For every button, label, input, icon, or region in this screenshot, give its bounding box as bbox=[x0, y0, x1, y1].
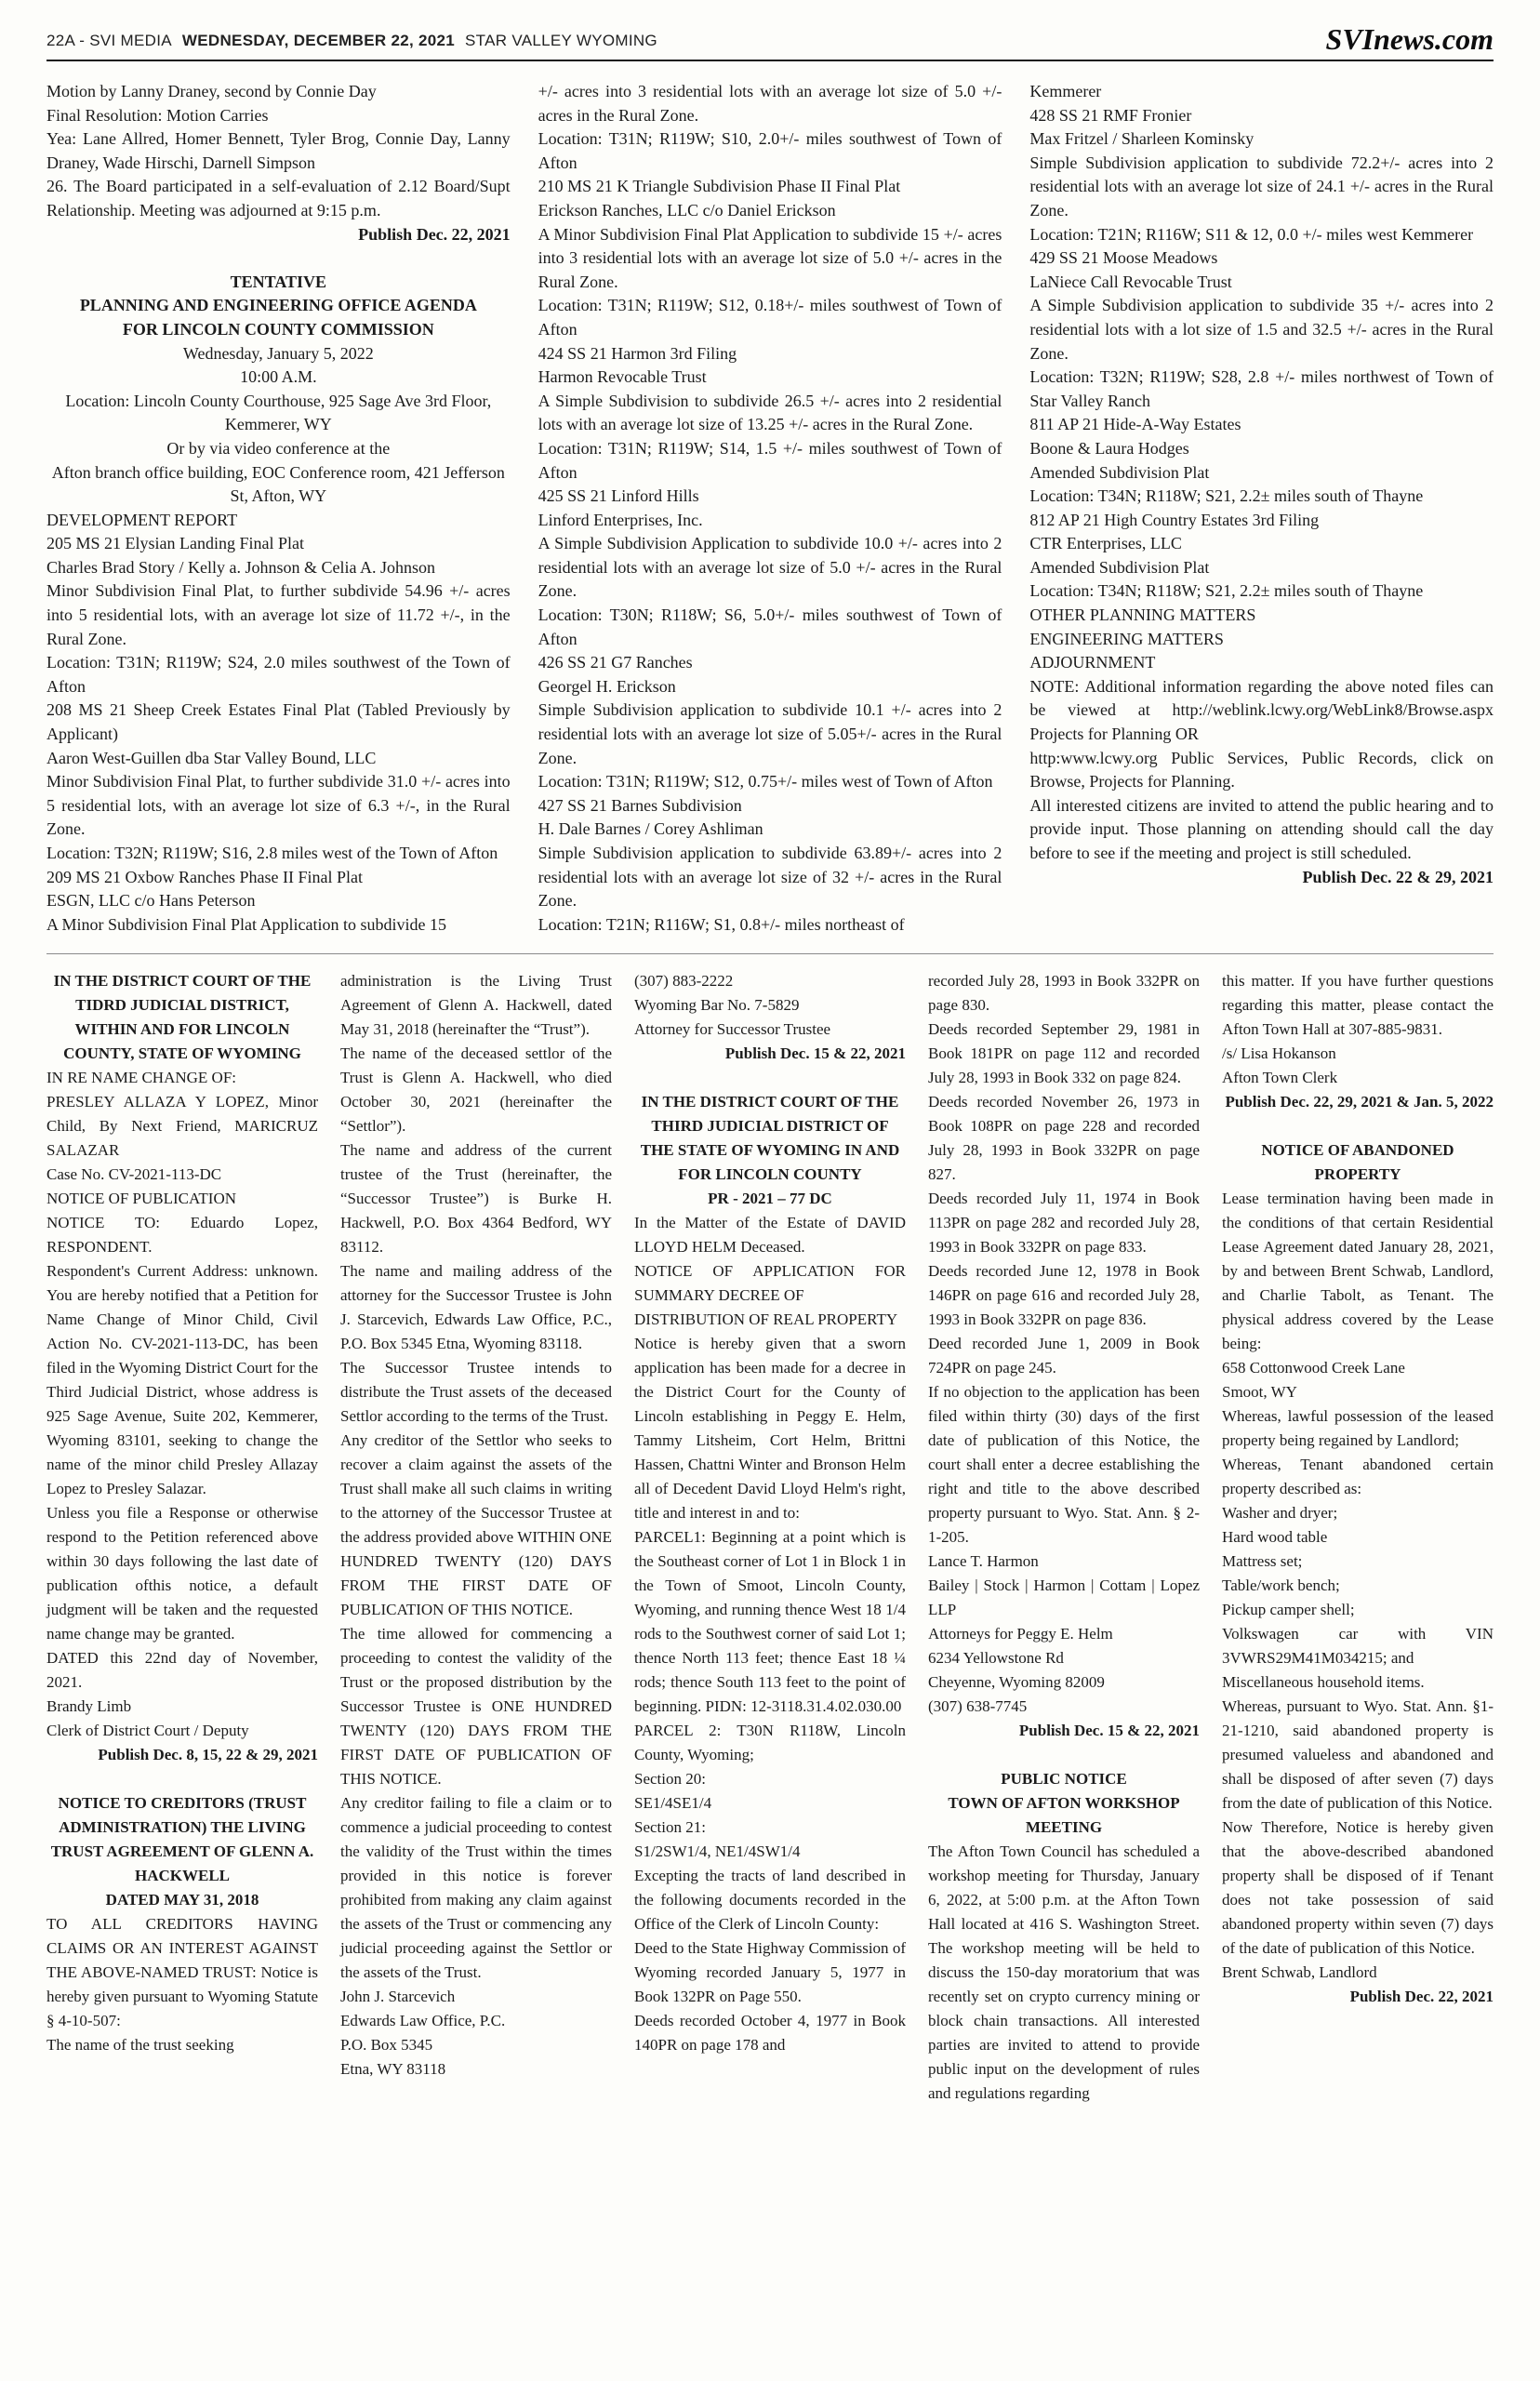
edition-date: WEDNESDAY, DECEMBER 22, 2021 bbox=[181, 32, 456, 49]
notice-paragraph: Location: T34N; R118W; S21, 2.2± miles south of Thayne bbox=[1029, 581, 1424, 601]
notice-paragraph: Lease termination having been made in the conditions of that certain Residential Lease Agreement dated January 28, 2021, by and between Brent Schwab, Landlord, and Charlie Tabolt, as Tenant. The physical address covered by the Lease being: bbox=[1222, 1190, 1494, 1353]
notice-paragraph: 209 MS 21 Oxbow Ranches Phase II Final Plat bbox=[46, 867, 363, 886]
notice-paragraph: The Successor Trustee intends to distribute the Trust assets of the deceased Settlor according to the terms of the Trust. bbox=[340, 1359, 612, 1426]
notice-column bbox=[928, 969, 1200, 2106]
notice-paragraph: John J. Starcevich bbox=[340, 1988, 456, 2006]
notice-paragraph: Bailey | Stock | Harmon | Cottam | Lopez LLP bbox=[928, 1576, 1200, 1619]
publish-line: Publish Dec. 22, 29, 2021 & Jan. 5, 2022 bbox=[1225, 1093, 1494, 1111]
notice-paragraph: If no objection to the application has been filed within thirty (30) days of the first date of publication of this Notice, the court shall enter a decree establishing the right and title to the above described property pursuant to Wyo. Stat. Ann. § 2-1-205. bbox=[928, 1383, 1200, 1547]
publish-line: Publish Dec. 15 & 22, 2021 bbox=[1018, 1722, 1200, 1740]
notice-paragraph: Simple Subdivision application to subdivide 72.2+/- acres into 2 residential lots with an average lot size of 24.1 +/- acres in the Rural Zone. bbox=[1029, 153, 1494, 219]
notice-paragraph: Miscellaneous household items. bbox=[1222, 1673, 1425, 1692]
notice-paragraph: http:www.lcwy.org Public Services, Public Records, click on Browse, Projects for Planning. bbox=[1029, 748, 1494, 791]
spacer bbox=[46, 246, 511, 271]
notice-paragraph: Location: T31N; R119W; S24, 2.0 miles southwest of the Town of Afton bbox=[46, 653, 511, 696]
notice-paragraph: NOTICE TO: Eduardo Lopez, RESPONDENT. bbox=[46, 1214, 318, 1257]
notice-paragraph: Any creditor failing to file a claim or to commence a judicial proceeding to contest the validity of the Trust within the times provided in this notice is forever prohibited from making any claim against the assets of the Trust or commencing any judicial proceeding against the Settlor or the assets of the Trust. bbox=[340, 1794, 612, 1982]
notice-paragraph: Charles Brad Story / Kelly a. Johnson & Celia A. Johnson bbox=[46, 557, 435, 577]
notice-paragraph: 210 MS 21 K Triangle Subdivision Phase II Final Plat bbox=[538, 177, 901, 196]
notice-paragraph: 424 SS 21 Harmon 3rd Filing bbox=[538, 343, 737, 363]
notice-paragraph: Location: T21N; R116W; S11 & 12, 0.0 +/- miles west Kemmerer bbox=[1029, 224, 1474, 244]
notice-paragraph: LaNiece Call Revocable Trust bbox=[1029, 272, 1232, 291]
notice-paragraph: Etna, WY 83118 bbox=[340, 2060, 446, 2079]
notice-paragraph: Washer and dryer; bbox=[1222, 1504, 1338, 1523]
notice-paragraph: 812 AP 21 High Country Estates 3rd Filing bbox=[1029, 510, 1320, 529]
notice-paragraph: The name and mailing address of the attorney for the Successor Trustee is John J. Starcevich, Edwards Law Office, P.C., P.O. Box 5345 Etna, Wyoming 83118. bbox=[340, 1262, 612, 1353]
notice-paragraph: A Simple Subdivision Application to subdivide 10.0 +/- acres into 2 residential lots with an average lot size of 5.0 +/- acres in the Rural Zone. bbox=[538, 534, 1002, 601]
notice-paragraph: Section 21: bbox=[634, 1818, 706, 1837]
notice-paragraph: DISTRIBUTION OF REAL PROPERTY bbox=[634, 1310, 898, 1329]
notice-subheading: Location: Lincoln County Courthouse, 925 Sage Ave 3rd Floor, Kemmerer, WY bbox=[65, 391, 492, 434]
notice-paragraph: Harmon Revocable Trust bbox=[538, 367, 707, 387]
notice-paragraph: Location: T31N; R119W; S14, 1.5 +/- miles southwest of Town of Afton bbox=[538, 438, 1002, 482]
notice-paragraph: NOTICE OF APPLICATION FOR SUMMARY DECREE OF bbox=[634, 1262, 906, 1305]
site-logo: SVInews.com bbox=[1325, 22, 1494, 56]
notice-paragraph: PARCEL 2: T30N R118W, Lincoln County, Wyoming; bbox=[634, 1722, 906, 1764]
notice-heading: IN THE DISTRICT COURT OF THE THIRD JUDICIAL DISTRICT OF THE STATE OF WYOMING IN AND FOR LINCOLN COUNTY bbox=[640, 1093, 900, 1184]
notice-paragraph: recorded July 28, 1993 in Book 332PR on page 830. bbox=[928, 972, 1200, 1015]
notice-paragraph: 428 SS 21 RMF Fronier bbox=[1029, 105, 1192, 125]
notice-paragraph: Now Therefore, Notice is hereby given that the above-described abandoned property shall be disposed of if Tenant does not take possession of said abandoned property within seven (7) days of the date of publication of this Notice. bbox=[1222, 1818, 1494, 1958]
notice-heading: NOTICE OF ABANDONED PROPERTY bbox=[1261, 1141, 1454, 1184]
notice-heading: PR - 2021 – 77 DC bbox=[708, 1190, 832, 1208]
notice-paragraph: Whereas, Tenant abandoned certain property described as: bbox=[1222, 1456, 1494, 1498]
notice-paragraph: Boone & Laura Hodges bbox=[1029, 438, 1189, 458]
notice-paragraph: 811 AP 21 Hide-A-Way Estates bbox=[1029, 415, 1241, 434]
notice-paragraph: Minor Subdivision Final Plat, to further subdivide 54.96 +/- acres into 5 residential lots, with an average lot size of 11.72 +/-, in the Rural Zone. bbox=[46, 581, 511, 648]
notice-paragraph: Edwards Law Office, P.C. bbox=[340, 2012, 506, 2030]
notice-paragraph: Whereas, lawful possession of the leased property being regained by Landlord; bbox=[1222, 1407, 1494, 1450]
notice-column bbox=[1222, 969, 1494, 2106]
notice-paragraph: Volkswagen car with VIN 3VWRS29M41M034215; and bbox=[1222, 1625, 1494, 1668]
notice-paragraph: Max Fritzel / Sharleen Kominsky bbox=[1029, 129, 1255, 149]
notice-paragraph: Section 20: bbox=[634, 1770, 706, 1789]
notice-paragraph: Brent Schwab, Landlord bbox=[1222, 1963, 1377, 1982]
notice-paragraph: 658 Cottonwood Creek Lane bbox=[1222, 1359, 1405, 1377]
notice-paragraph: Location: T31N; R119W; S12, 0.75+/- miles west of Town of Afton bbox=[538, 772, 993, 791]
notice-paragraph: DATED this 22nd day of November, 2021. bbox=[46, 1649, 318, 1692]
notice-paragraph: (307) 638-7745 bbox=[928, 1697, 1028, 1716]
notice-paragraph: Smoot, WY bbox=[1222, 1383, 1297, 1402]
notice-paragraph: IN RE NAME CHANGE OF: bbox=[46, 1069, 236, 1087]
notice-paragraph: Attorneys for Peggy E. Helm bbox=[928, 1625, 1113, 1643]
notice-paragraph: Brandy Limb bbox=[46, 1697, 132, 1716]
publish-line: Publish Dec. 22 & 29, 2021 bbox=[1302, 867, 1494, 886]
notice-paragraph: The Afton Town Council has scheduled a workshop meeting for Thursday, January 6, 2022, at 5:00 p.m. at the Afton Town Hall located at 416 S. Washington Street. The workshop meeting will be held to discuss the 150-day moratorium that was recently set on crypto currency mining or block chain transactions. All interested parties are invited to attend to provide public input on the development of rules and regulations regarding bbox=[928, 1842, 1200, 2103]
notice-paragraph: In the Matter of the Estate of DAVID LLOYD HELM Deceased. bbox=[634, 1214, 906, 1257]
folio-line bbox=[46, 32, 663, 54]
notice-paragraph: Pickup camper shell; bbox=[1222, 1601, 1355, 1619]
notice-column bbox=[538, 80, 1002, 937]
notice-heading: TOWN OF AFTON WORKSHOP MEETING bbox=[948, 1794, 1180, 1837]
notice-paragraph: A Minor Subdivision Final Plat Application to subdivide 15 +/- acres into 3 residential lots with an average lot size of 5.0 +/- acres in the Rural Zone. bbox=[538, 224, 1002, 291]
notice-paragraph: Deed to the State Highway Commission of Wyoming recorded January 5, 1977 in Book 132PR on Page 550. bbox=[634, 1939, 906, 2006]
notice-paragraph: Amended Subdivision Plat bbox=[1029, 462, 1210, 482]
notice-subheading: Afton branch office building, EOC Conference room, 421 Jefferson St, Afton, WY bbox=[51, 462, 505, 506]
notice-paragraph: Location: T31N; R119W; S12, 0.18+/- miles southwest of Town of Afton bbox=[538, 296, 1002, 339]
notice-subheading: 10:00 A.M. bbox=[240, 367, 317, 387]
notice-paragraph: Any creditor of the Settlor who seeks to recover a claim against the assets of the Trust shall make all such claims in writing to the attorney of the Successor Trustee at the address provided above WITHIN ONE HUNDRED TWENTY (120) DAYS FROM THE FIRST DATE OF PUBLICATION OF THIS NOTICE. bbox=[340, 1431, 612, 1619]
notice-paragraph: Clerk of District Court / Deputy bbox=[46, 1722, 249, 1740]
publish-line: Publish Dec. 15 & 22, 2021 bbox=[724, 1044, 906, 1063]
notice-paragraph: /s/ Lisa Hokanson bbox=[1222, 1044, 1336, 1063]
notice-paragraph: (307) 883-2222 bbox=[634, 972, 734, 991]
notice-column bbox=[340, 969, 612, 2106]
notice-heading: PLANNING AND ENGINEERING OFFICE AGENDA bbox=[79, 296, 477, 315]
notice-paragraph: H. Dale Barnes / Corey Ashliman bbox=[538, 819, 763, 839]
notice-paragraph: ADJOURNMENT bbox=[1029, 653, 1156, 672]
notice-paragraph: Wyoming Bar No. 7-5829 bbox=[634, 996, 800, 1015]
spacer bbox=[634, 1066, 906, 1090]
notice-paragraph: Simple Subdivision application to subdivide 63.89+/- acres into 2 residential lots with an average lot size of 32 +/- acres in the Rural Zone. bbox=[538, 844, 1002, 911]
notice-paragraph: Unless you file a Response or otherwise respond to the Petition referenced above within 30 days following the last date of publication ofthis notice, a default judgment will be taken and the requested name change may be granted. bbox=[46, 1504, 318, 1643]
notice-paragraph: Excepting the tracts of land described in the following documents recorded in the Office of the Clerk of Lincoln County: bbox=[634, 1867, 906, 1934]
notice-paragraph: The time allowed for commencing a proceeding to contest the validity of the Trust or the proposed distribution by the Successor Trustee is ONE HUNDRED TWENTY (120) DAYS FROM THE FIRST DATE OF PUBLICATION OF THIS NOTICE. bbox=[340, 1625, 612, 1789]
page-header bbox=[0, 0, 1540, 60]
notice-heading: WITHIN AND FOR LINCOLN COUNTY, STATE OF WYOMING bbox=[63, 1020, 301, 1063]
notice-paragraph: P.O. Box 5345 bbox=[340, 2036, 433, 2055]
notice-paragraph: Kemmerer bbox=[1029, 82, 1102, 100]
notice-paragraph: Deeds recorded July 11, 1974 in Book 113PR on page 282 and recorded July 28, 1993 in Book 332PR on page 833. bbox=[928, 1190, 1200, 1257]
notice-paragraph: Erickson Ranches, LLC c/o Daniel Erickson bbox=[538, 200, 836, 219]
notice-paragraph: S1/2SW1/4, NE1/4SW1/4 bbox=[634, 1842, 801, 1861]
notice-heading: NOTICE TO CREDITORS (TRUST ADMINISTRATION) THE LIVING TRUST AGREEMENT OF GLENN A. HACKWELL bbox=[50, 1794, 314, 1885]
notice-paragraph: Case No. CV-2021-113-DC bbox=[46, 1165, 222, 1184]
notice-paragraph: Deeds recorded September 29, 1981 in Book 181PR on page 112 and recorded July 28, 1993 in Book 332 on page 824. bbox=[928, 1020, 1200, 1087]
notice-paragraph: this matter. If you have further questions regarding this matter, please contact the Afton Town Hall at 307-885-9831. bbox=[1222, 972, 1494, 1039]
publish-line: Publish Dec. 22, 2021 bbox=[1349, 1988, 1494, 2006]
notice-paragraph: Location: T31N; R119W; S10, 2.0+/- miles southwest of Town of Afton bbox=[538, 129, 1002, 172]
notice-subheading: Wednesday, January 5, 2022 bbox=[182, 343, 374, 363]
notice-paragraph: Mattress set; bbox=[1222, 1552, 1303, 1571]
notice-paragraph: ESGN, LLC c/o Hans Peterson bbox=[46, 891, 256, 911]
notice-paragraph: Whereas, pursuant to Wyo. Stat. Ann. §1-21-1210, said abandoned property is presumed valueless and abandoned and shall be disposed of after seven (7) days from the date of publication of this Notice. bbox=[1222, 1697, 1494, 1813]
notice-paragraph: 426 SS 21 G7 Ranches bbox=[538, 653, 693, 672]
notice-paragraph: Minor Subdivision Final Plat, to further subdivide 31.0 +/- acres into 5 residential lots, with an average lot size of 6.3 +/-, in the Rural Zone. bbox=[46, 772, 511, 839]
notice-paragraph: Motion by Lanny Draney, second by Connie Day bbox=[46, 82, 377, 100]
region-label: STAR VALLEY WYOMING bbox=[465, 32, 657, 49]
notice-paragraph: Location: T34N; R118W; S21, 2.2± miles south of Thayne bbox=[1029, 486, 1424, 506]
notice-paragraph: Cheyenne, Wyoming 82009 bbox=[928, 1673, 1105, 1692]
notice-paragraph: PRESLEY ALLAZA Y LOPEZ, Minor Child, By Next Friend, MARICRUZ SALAZAR bbox=[46, 1093, 318, 1160]
notice-paragraph: Respondent's Current Address: unknown. You are hereby notified that a Petition for Name Change of Minor Child, Civil Action No. CV-2021-113-DC, has been filed in the Wyoming District Court for the Third Judicial District, whose address is 925 Sage Avenue, Suite 202, Kemmerer, Wyoming 83101, seeking to change the name of the minor child Presley Allazay Lopez to Presley Salazar. bbox=[46, 1262, 318, 1498]
spacer bbox=[928, 1743, 1200, 1767]
notice-paragraph: The name and address of the current trustee of the Trust (hereinafter, the “Successor Trustee”) is Burke H. Hackwell, P.O. Box 4364 Bedford, WY 83112. bbox=[340, 1141, 612, 1257]
notice-paragraph: 427 SS 21 Barnes Subdivision bbox=[538, 795, 742, 815]
notice-paragraph: Location: T30N; R118W; S6, 5.0+/- miles southwest of Town of Afton bbox=[538, 605, 1002, 648]
page-number-label: 22A - SVI MEDIA bbox=[46, 32, 172, 49]
notice-paragraph: Deeds recorded October 4, 1977 in Book 140PR on page 178 and bbox=[634, 2012, 906, 2055]
notice-column bbox=[634, 969, 906, 2106]
notice-paragraph: SE1/4SE1/4 bbox=[634, 1794, 712, 1813]
legal-notices-top-section bbox=[0, 61, 1540, 953]
notice-paragraph: A Minor Subdivision Final Plat Application to subdivide 15 bbox=[46, 914, 447, 934]
notice-heading: IN THE DISTRICT COURT OF THE TIDRD JUDICIAL DISTRICT, bbox=[53, 972, 312, 1015]
notice-paragraph: Hard wood table bbox=[1222, 1528, 1328, 1547]
notice-paragraph: Notice is hereby given that a sworn application has been made for a decree in the District Court for the County of Lincoln establishing in Peggy E. Helm, Tammy Litsheim, Cort Helm, Brittni Hassen, Chattni Winter and Bronson Helm all of Decedent David Lloyd Helm's right, title and interest in and to: bbox=[634, 1335, 906, 1523]
notice-paragraph: Attorney for Successor Trustee bbox=[634, 1020, 831, 1039]
publish-line: Publish Dec. 22, 2021 bbox=[358, 224, 511, 244]
notice-column bbox=[46, 969, 318, 2106]
legal-notices-bottom-section bbox=[0, 954, 1540, 2106]
notice-paragraph: Final Resolution: Motion Carries bbox=[46, 105, 269, 125]
notice-paragraph: Afton Town Clerk bbox=[1222, 1069, 1338, 1087]
notice-paragraph: A Simple Subdivision application to subdivide 35 +/- acres into 2 residential lots with a lot size of 1.5 and 32.5 +/- acres in the Rural Zone. bbox=[1029, 296, 1494, 363]
notice-heading: TENTATIVE bbox=[230, 272, 327, 291]
notice-paragraph: Lance T. Harmon bbox=[928, 1552, 1039, 1571]
notice-paragraph: Deeds recorded November 26, 1973 in Book 108PR on page 228 and recorded July 28, 1993 in Book 332PR on page 827. bbox=[928, 1093, 1200, 1184]
spacer bbox=[46, 1767, 318, 1791]
notice-paragraph: DEVELOPMENT REPORT bbox=[46, 510, 238, 529]
notice-paragraph: Georgel H. Erickson bbox=[538, 676, 676, 696]
notice-paragraph: PARCEL1: Beginning at a point which is the Southeast corner of Lot 1 in Block 1 in the Town of Smoot, Lincoln County, Wyoming, and running thence West 18 1/4 rods to the Southwest corner of said Lot 1; thence North 113 feet; thence East 18 ¼ rods; thence South 113 feet to the point of beginning. PIDN: 12-3118.31.4.02.030.00 bbox=[634, 1528, 906, 1716]
notice-paragraph: 425 SS 21 Linford Hills bbox=[538, 486, 699, 506]
spacer bbox=[1222, 1114, 1494, 1138]
notice-paragraph: NOTE: Additional information regarding the above noted files can be viewed at http://weblink.lcwy.org/WebLink8/Browse.aspx Projects for Planning OR bbox=[1029, 676, 1494, 744]
notice-heading: DATED MAY 31, 2018 bbox=[105, 1891, 259, 1909]
notice-paragraph: A Simple Subdivision to subdivide 26.5 +/- acres into 2 residential lots with an average lot size of 13.25 +/- acres in the Rural Zone. bbox=[538, 391, 1002, 434]
notice-heading: FOR LINCOLN COUNTY COMMISSION bbox=[122, 319, 434, 339]
notice-paragraph: TO ALL CREDITORS HAVING CLAIMS OR AN INTEREST AGAINST THE ABOVE-NAMED TRUST: Notice is hereby given pursuant to Wyoming Statute § 4-10-507: bbox=[46, 1915, 318, 2030]
notice-paragraph: ENGINEERING MATTERS bbox=[1029, 629, 1224, 648]
notice-paragraph: CTR Enterprises, LLC bbox=[1029, 534, 1182, 553]
notice-paragraph: Deeds recorded June 12, 1978 in Book 146PR on page 616 and recorded July 28, 1993 in Book 332PR on page 836. bbox=[928, 1262, 1200, 1329]
notice-heading: PUBLIC NOTICE bbox=[1001, 1770, 1127, 1789]
notice-paragraph: +/- acres into 3 residential lots with an average lot size of 5.0 +/- acres in the Rural Zone. bbox=[538, 82, 1002, 125]
notice-paragraph: NOTICE OF PUBLICATION bbox=[46, 1190, 236, 1208]
notice-paragraph: Location: T21N; R116W; S1, 0.8+/- miles northeast of bbox=[538, 914, 905, 934]
notice-column bbox=[46, 80, 511, 937]
notice-column bbox=[1029, 80, 1494, 937]
notice-paragraph: Deed recorded June 1, 2009 in Book 724PR on page 245. bbox=[928, 1335, 1200, 1377]
notice-paragraph: 208 MS 21 Sheep Creek Estates Final Plat (Tabled Previously by Applicant) bbox=[46, 700, 511, 744]
notice-paragraph: 6234 Yellowstone Rd bbox=[928, 1649, 1064, 1668]
notice-paragraph: Table/work bench; bbox=[1222, 1576, 1340, 1595]
notice-paragraph: 26. The Board participated in a self-evaluation of 2.12 Board/Supt Relationship. Meeting was adjourned at 9:15 p.m. bbox=[46, 177, 511, 219]
notice-paragraph: OTHER PLANNING MATTERS bbox=[1029, 605, 1256, 625]
notice-paragraph: Location: T32N; R119W; S28, 2.8 +/- miles northwest of Town of Star Valley Ranch bbox=[1029, 367, 1494, 410]
notice-paragraph: Amended Subdivision Plat bbox=[1029, 557, 1210, 577]
notice-paragraph: 429 SS 21 Moose Meadows bbox=[1029, 248, 1218, 268]
publish-line: Publish Dec. 8, 15, 22 & 29, 2021 bbox=[98, 1746, 318, 1764]
notice-paragraph: 205 MS 21 Elysian Landing Final Plat bbox=[46, 534, 304, 553]
notice-paragraph: Simple Subdivision application to subdivide 10.1 +/- acres into 2 residential lots with an average lot size of 5.05+/- acres in the Rural Zone. bbox=[538, 700, 1002, 767]
notice-paragraph: Linford Enterprises, Inc. bbox=[538, 510, 703, 529]
notice-paragraph: Yea: Lane Allred, Homer Bennett, Tyler Brog, Connie Day, Lanny Draney, Wade Hirschi, Darnell Simpson bbox=[46, 129, 511, 172]
notice-paragraph: The name of the deceased settlor of the Trust is Glenn A. Hackwell, who died October 30, 2021 (hereinafter the “Settlor”). bbox=[340, 1044, 612, 1136]
notice-paragraph: All interested citizens are invited to attend the public hearing and to provide input. Those planning on attending should call the day before to see if the meeting and project is still scheduled. bbox=[1029, 795, 1494, 862]
notice-paragraph: Location: T32N; R119W; S16, 2.8 miles west of the Town of Afton bbox=[46, 844, 498, 862]
notice-paragraph: Aaron West-Guillen dba Star Valley Bound, LLC bbox=[46, 748, 377, 767]
notice-paragraph: The name of the trust seeking bbox=[46, 2036, 234, 2055]
notice-subheading: Or by via video conference at the bbox=[166, 438, 391, 458]
notice-paragraph: administration is the Living Trust Agreement of Glenn A. Hackwell, dated May 31, 2018 (hereinafter the “Trust”). bbox=[340, 972, 612, 1039]
